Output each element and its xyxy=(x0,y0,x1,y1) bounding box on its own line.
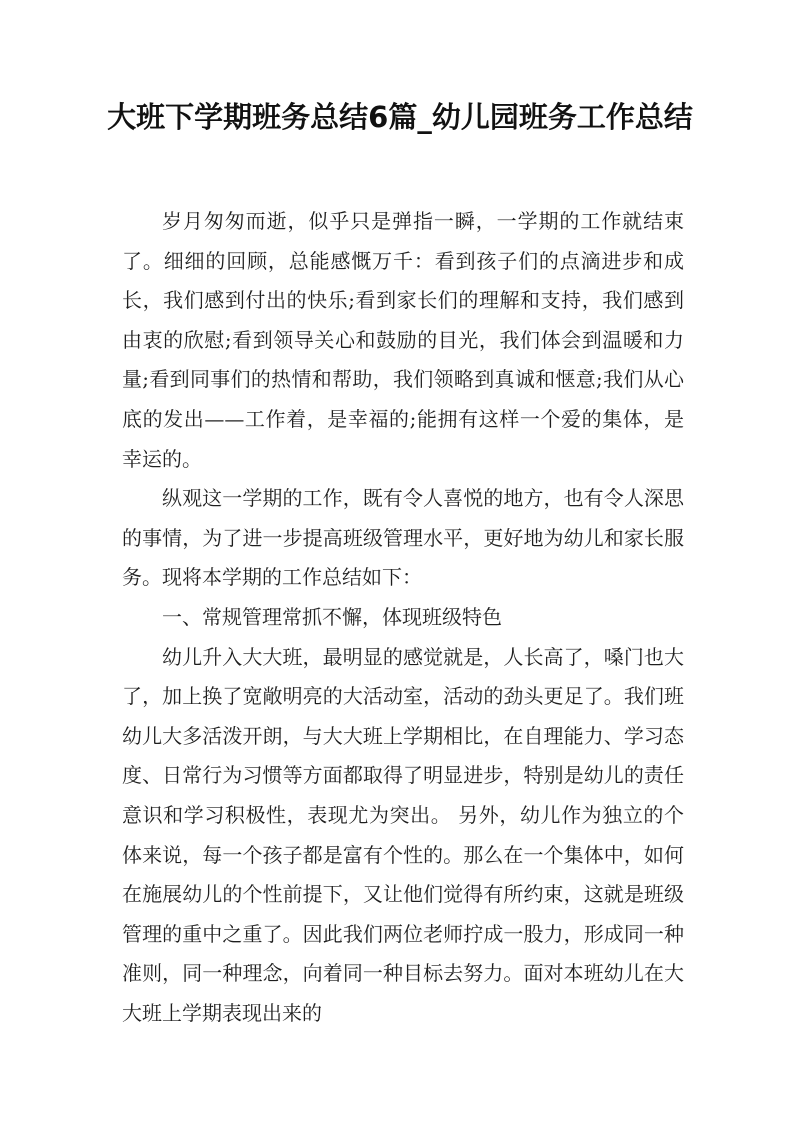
paragraph-overview: 纵观这一学期的工作，既有令人喜悦的地方，也有令人深思的事情，为了进一步提高班级管理水平，更好地为幼儿和家长服务。现将本学期的工作总结如下： xyxy=(122,486,684,590)
document-body xyxy=(122,202,684,1033)
document-title: 大班下学期班务总结6篇_幼儿园班务工作总结 xyxy=(107,100,693,134)
paragraph-routine-management: 幼儿升入大大班，最明显的感觉就是，人长高了，嗓门也大了，加上换了宽敞明亮的大活动室，活动的劲头更足了。我们班幼儿大多活泼开朗，与大大班上学期相比，在自理能力、学习态度、日常行为习惯等方面都取得了明显进步，特别是幼儿的责任意识和学习积极性，表现尤为突出。 另外，幼儿作为独立的个体来说，每一个孩子都是富有个性的。那么在一个集体中，如何在施展幼儿的个性前提下，又让他们觉得有所约束，这就是班级管理的重中之重了。因此我们两位老师拧成一股力，形成同一种准则，同一种理念，向着同一种目标去努力。面对本班幼儿在大大班上学期表现出来的 xyxy=(122,644,684,1025)
paragraph-intro: 岁月匆匆而逝，似乎只是弹指一瞬，一学期的工作就结束了。细细的回顾，总能感慨万千：看到孩子们的点滴进步和成长，我们感到付出的快乐;看到家长们的理解和支持，我们感到由衷的欣慰;看到领导关心和鼓励的目光，我们体会到温暖和力量;看到同事们的热情和帮助，我们领略到真诚和惬意;我们从心底的发出——工作着，是幸福的;能拥有这样一个爱的集体，是幸运的。 xyxy=(122,209,684,471)
section-heading-routine-management: 一、常规管理常抓不懈，体现班级特色 xyxy=(162,604,502,629)
